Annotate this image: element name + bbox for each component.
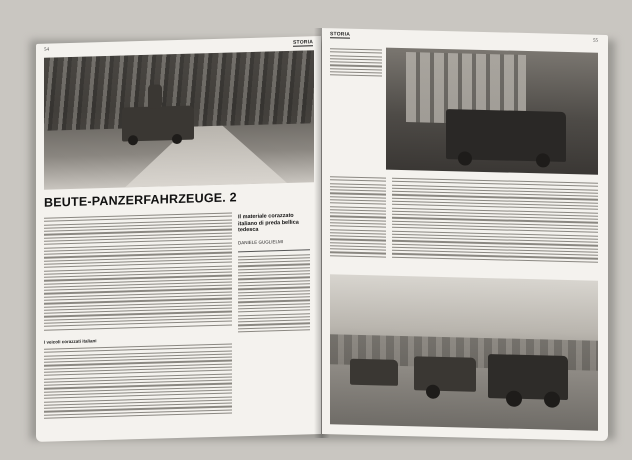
right-page: [322, 28, 608, 441]
building-photo-right: [386, 48, 598, 175]
armored-car-photo-left: [44, 47, 314, 190]
photo-caption-top: [330, 48, 382, 79]
middle-caption-text: [330, 176, 386, 259]
section-body-text: [44, 343, 232, 420]
armored-cars-photo-right: [330, 274, 598, 431]
right-body-text: [392, 178, 598, 265]
sidebar-author: DANIELE GUGLIELMI: [238, 238, 284, 245]
magazine-logo-right: STORIA: [330, 31, 350, 38]
section-subhead: I veicoli corazzati italiani: [44, 338, 97, 345]
article-title: BEUTE-PANZERFAHRZEUGE. 2: [44, 190, 237, 210]
article-sidebar: [238, 212, 310, 414]
article-body-text: [44, 212, 232, 332]
page-number-left: 54: [44, 47, 49, 53]
page-number-right: 55: [593, 38, 598, 44]
sidebar-title: Il materiale corazzato italiano di preda bellica tedesca: [238, 212, 299, 234]
magazine-logo-left: STORIA: [293, 39, 313, 46]
left-page: [36, 36, 321, 442]
